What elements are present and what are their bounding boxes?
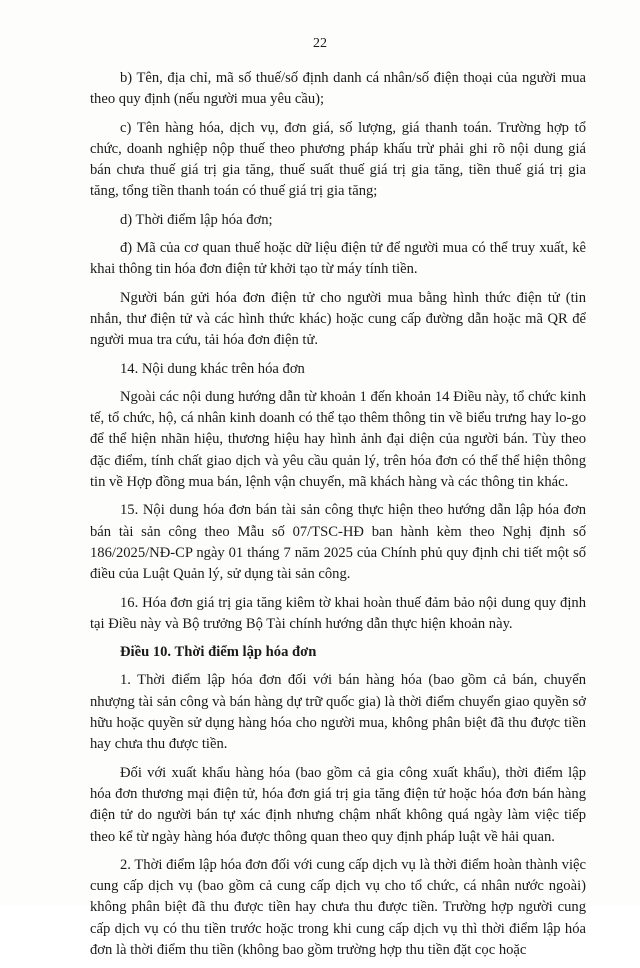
paragraph-clause-c: c) Tên hàng hóa, dịch vụ, đơn giá, số lượng, giá thanh toán. Trường hợp tổ chức, doanh nghiệp nộp thuế theo phương pháp khấu trừ phải ghi rõ nội dung giá bán chưa thuế giá trị gia tăng, thuế suất thuế giá trị gia tăng, tiền thuế giá trị gia tăng, tổng tiền thanh toán có thuế giá trị gia tăng; xyxy=(90,119,586,200)
page-body xyxy=(90,68,586,968)
paragraph-seller-sends: Người bán gửi hóa đơn điện tử cho người mua bằng hình thức điện tử (tin nhắn, thư điện tử và các hình thức khác) hoặc cung cấp đường dẫn hoặc mã QR để người mua tra cứu, tải hóa đơn điện tử. xyxy=(90,289,586,349)
paragraph-item-15: 15. Nội dung hóa đơn bán tài sản công thực hiện theo hướng dẫn lập hóa đơn bán tài sản công theo Mẫu số 07/TSC-HĐ ban hành kèm theo Nghị định số 186/2025/NĐ-CP ngày 01 tháng 7 năm 2025 của Chính phủ quy định chi tiết một số điều của Luật Quản lý, sử dụng tài sản công. xyxy=(90,502,586,583)
paragraph-item-16: 16. Hóa đơn giá trị gia tăng kiêm tờ khai hoàn thuế đảm bảo nội dung quy định tại Điều này và Bộ trưởng Bộ Tài chính hướng dẫn thực hiện khoản này. xyxy=(90,594,586,632)
article-heading: Điều 10. Thời điểm lập hóa đơn xyxy=(120,644,317,661)
paragraph-article-10-item-2: 2. Thời điểm lập hóa đơn đối với cung cấp dịch vụ là thời điểm hoàn thành việc cung cấp dịch vụ (bao gồm cả cung cấp dịch vụ cho tổ chức, cá nhân nước ngoài) không phân biệt đã thu được tiền hay chưa thu được tiền. Trường hợp người cung cấp dịch vụ có thu tiền trước hoặc trong khi cung cấp dịch vụ thì thời điểm lập hóa đơn là thời điểm thu tiền (không bao gồm trường hợp thu tiền đặt cọc hoặc xyxy=(90,856,586,958)
paragraph-clause-d: d) Thời điểm lập hóa đơn; xyxy=(120,211,273,228)
paragraph-article-10-item-1: 1. Thời điểm lập hóa đơn đối với bán hàng hóa (bao gồm cả bán, chuyển nhượng tài sản công và bán hàng dự trữ quốc gia) là thời điểm chuyển giao quyền sở hữu hoặc quyền sử dụng hàng hóa cho người mua, không phân biệt đã thu được tiền hay chưa thu được tiền. xyxy=(90,672,586,753)
paragraph-other-content: Ngoài các nội dung hướng dẫn từ khoản 1 đến khoản 14 Điều này, tổ chức kinh tế, tổ chức, hộ, cá nhân kinh doanh có thể tạo thêm thông tin về biểu trưng hay lo-go để thể hiện nhãn hiệu, thương hiệu hay hình ảnh đại diện của người bán. Tùy theo đặc điểm, tính chất giao dịch và yêu cầu quản lý, trên hóa đơn có thể thể hiện thông tin về Hợp đồng mua bán, lệnh vận chuyển, mã khách hàng và các thông tin khác. xyxy=(90,388,586,491)
paragraph-clause-b: b) Tên, địa chỉ, mã số thuế/số định danh cá nhân/số điện thoại của người mua theo quy định (nếu người mua yêu cầu); xyxy=(90,70,586,108)
paragraph-article-10-export: Đối với xuất khẩu hàng hóa (bao gồm cả gia công xuất khẩu), thời điểm lập hóa đơn thương mại điện tử, hóa đơn giá trị gia tăng điện tử hoặc hóa đơn bán hàng điện tử do người bán tự xác định nhưng chậm nhất không quá ngày làm việc tiếp theo kể từ ngày hàng hóa được thông quan theo quy định pháp luật về hải quan. xyxy=(90,764,586,845)
paragraph-clause-dd: đ) Mã của cơ quan thuế hoặc dữ liệu điện tử để người mua có thể truy xuất, kê khai thông tin hóa đơn điện tử khởi tạo từ máy tính tiền. xyxy=(90,240,586,278)
page-number: 22 xyxy=(313,36,327,51)
paragraph-item-14: 14. Nội dung khác trên hóa đơn xyxy=(120,360,305,377)
